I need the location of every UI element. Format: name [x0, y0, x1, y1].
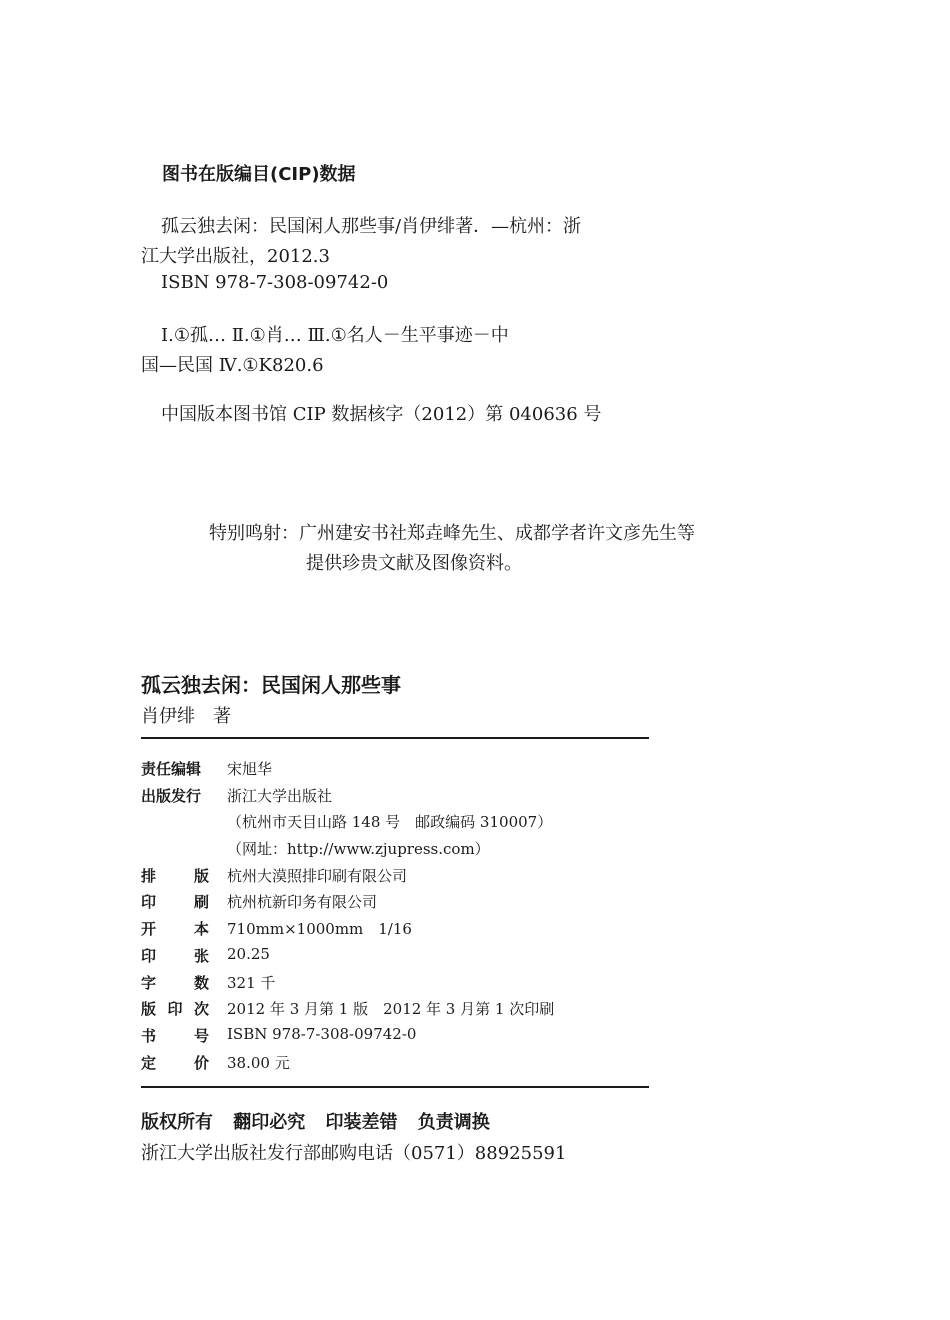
info-label-char: 刷	[193, 893, 209, 912]
info-value: 710mm×1000mm 1/16	[227, 920, 412, 939]
info-value: 杭州杭新印务有限公司	[227, 893, 378, 912]
info-label-char: 价	[193, 1053, 209, 1072]
info-row	[141, 811, 649, 838]
info-label-char: 印	[141, 946, 157, 965]
bottom-rule	[141, 1086, 649, 1088]
info-label	[141, 1052, 209, 1073]
info-label-char: 本	[193, 920, 209, 939]
info-label-char: 定	[141, 1053, 157, 1072]
info-row	[141, 785, 649, 812]
info-label-char: 排	[141, 866, 157, 885]
info-label-char: 印	[167, 1000, 183, 1019]
info-label-char: 开	[141, 920, 157, 939]
info-label-char: 责任编辑	[141, 760, 202, 778]
info-label	[141, 998, 209, 1019]
info-label	[141, 865, 209, 886]
cip-subject-line-1: Ⅰ.①孤… Ⅱ.①肖… Ⅲ.①名人－生平事迹－中	[161, 325, 509, 346]
thanks-line-2: 提供珍贵文献及图像资料。	[306, 553, 522, 574]
info-label-char: 次	[193, 1000, 209, 1019]
info-label-char: 号	[193, 1026, 209, 1045]
info-label	[141, 1025, 209, 1046]
info-row	[141, 1025, 649, 1052]
info-row	[141, 972, 649, 999]
info-label-char: 书	[141, 1026, 157, 1045]
info-label	[141, 891, 209, 912]
cip-subject-line-2: 国—民国 Ⅳ.①K820.6	[141, 355, 324, 376]
info-label-char: 印	[141, 893, 157, 912]
info-table	[141, 758, 649, 1078]
info-row	[141, 945, 649, 972]
info-value: 浙江大学出版社	[227, 786, 333, 805]
cip-core-line: 中国版本图书馆 CIP 数据核字（2012）第 040636 号	[161, 404, 602, 425]
info-value: 321 千	[227, 973, 276, 992]
info-value: （网址：http://www.zjupress.com）	[227, 840, 490, 859]
info-label	[141, 918, 209, 939]
info-value: 宋旭华	[227, 760, 273, 778]
info-row	[141, 865, 649, 892]
cip-heading: 图书在版编目(CIP)数据	[162, 164, 356, 185]
book-author: 肖伊绯 著	[141, 706, 231, 727]
info-value: ISBN 978-7-308-09742-0	[227, 1024, 417, 1043]
mail-order-phone: 浙江大学出版社发行部邮购电话（0571）88925591	[141, 1143, 567, 1164]
info-value: 38.00 元	[227, 1053, 290, 1072]
info-label-char: 版	[193, 866, 209, 885]
info-row	[141, 918, 649, 945]
info-value: 20.25	[227, 944, 270, 963]
info-row	[141, 838, 649, 865]
info-row	[141, 998, 649, 1025]
info-value: 2012 年 3 月第 1 版 2012 年 3 月第 1 次印刷	[227, 1000, 555, 1019]
info-value: （杭州市天目山路 148 号 邮政编码 310007）	[227, 813, 553, 832]
book-title: 孤云独去闲：民国闲人那些事	[141, 673, 401, 697]
info-label-char: 数	[193, 973, 209, 992]
info-value: 杭州大漠照排印刷有限公司	[227, 866, 408, 885]
info-row	[141, 1052, 649, 1079]
info-label-char: 张	[193, 946, 209, 965]
thanks-line-1: 特别鸣射：广州建安书社郑垚峰先生、成都学者许文彦先生等	[209, 523, 695, 544]
top-rule	[141, 737, 649, 739]
info-label	[141, 785, 209, 806]
info-label	[141, 945, 209, 966]
info-row	[141, 758, 649, 785]
info-label-char: 字	[141, 973, 157, 992]
rights-notice: 版权所有 翻印必究 印装差错 负责调换	[141, 1112, 490, 1133]
info-row	[141, 891, 649, 918]
info-label	[141, 758, 209, 779]
cip-isbn-line: ISBN 978-7-308-09742-0	[161, 272, 389, 293]
info-label	[141, 972, 209, 993]
cip-entry-line-2: 江大学出版社，2012.3	[141, 246, 330, 267]
info-label-char: 版	[141, 1000, 157, 1019]
cip-entry-line-1: 孤云独去闲：民国闲人那些事/肖伊绯著．—杭州：浙	[161, 216, 582, 237]
info-label-char: 出版发行	[141, 786, 202, 805]
